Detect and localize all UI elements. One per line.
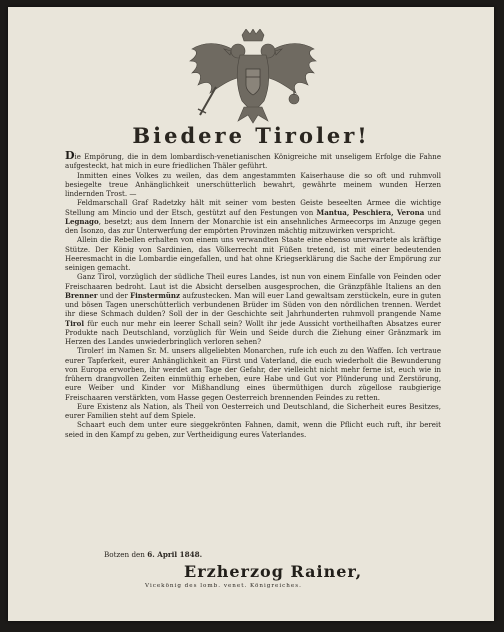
paragraph-3-text-c: , besetzt; aus dem Innern der Monarchie ist ein ansehnliches Armeecorps im Anzuge gegen den Isonzo, das zur Unterwerfung der empörten Provinzen mächtig mitzuwirken verspricht. xyxy=(65,216,441,235)
dateline-place: Botzen den xyxy=(104,550,148,559)
paragraph-3-text-b: und xyxy=(424,207,441,217)
signature-title: Vicekönig des lomb. venet. Königreiches. xyxy=(145,583,302,589)
paragraph-8: Schaart euch dem unter eure sieggekrönten Fahnen, damit, wenn die Pflicht euch ruft, ihr bereit seied in den Kampf zu geben, zur Vertheidigung eures Vaterlandes. xyxy=(65,420,441,439)
paragraph-3-text-a: Feldmarschall Graf Radetzky hält mit seiner vom besten Geiste beseelten Armee die wichtige Stellung am Mincio und der Etsch, gestützt auf den Festungen von xyxy=(65,198,441,217)
paragraph-2: Inmitten eines Volkes zu weilen, das dem angestammten Kaiserhause die so oft und ruhmvoll besiegelte treue Anhänglichkeit unerschütterlich bewahrt, gewährte meinem wunden Herzen lindernden Trost. — xyxy=(65,170,441,198)
paragraph-5-text-c: aufzustecken. Man will euer Land gewaltsam zerstückeln, eure in guten und bösen Tagen unerschütterlich verbundenen Brüder im Süden von den nördlichen trennen. Werdet ihr diese Schmach dulden? Soll der in der Geschichte seit Jahrhunderten ruhmvoll prangende Name xyxy=(65,290,442,319)
legnago-emphasis: Legnago xyxy=(65,216,99,226)
paragraph-1 xyxy=(65,151,441,171)
proclamation-sheet xyxy=(8,7,494,621)
paragraph-5-text-b: und der xyxy=(97,290,131,300)
tirol-emphasis: Tirol xyxy=(65,318,85,328)
brenner-emphasis: Brenner xyxy=(65,290,98,300)
paragraph-6: Tiroler! im Namen Sr. M. unsers allgeliebten Monarchen, rufe ich euch zu den Waffen. Ich vertraue eurer Tapferkeit, eurer Anhänglichkeit an Fürst und Vaterland, die euch wiederholt die Bewunderung von Europa erworben, ihr werdet am Tage der Gefahr, der vielleicht nicht mehr ferne ist, euch wie in frühern drangvollen Zeiten einmüthig erheben, eure Habe und Gut vor Plünderung und Zerstörung, eure Weiber und Kinder vor Mißhandlung eines übermüthigen durch zügellose raubgierige Freischaaren verstärkten, vom Hasse gegen Oesterreich brennenden Feindes zu retten. xyxy=(65,346,441,402)
double-headed-eagle-icon xyxy=(186,29,320,125)
fortresses-emphasis: Mantua, Peschiera, Verona xyxy=(316,207,425,217)
paragraph-5-text-d: für euch nur mehr ein leerer Schall sein? Wollt ihr jede Aussicht vortheilhaften Absatzes eurer Produkte nach Deutschland, vorzüglich für Wein und Seide durch die Ziehung einer Gränzmark im Herzen des Landes unwiederbringlich verloren sehen? xyxy=(65,318,441,346)
paragraph-5-text-a: Ganz Tirol, vorzüglich der südliche Theil eures Landes, ist nun von einem Einfalle von Feinden oder Freischaaren bedroht. Laut ist die Absicht derselben ausgesprochen, die Gränzpfähle Italiens an den xyxy=(65,272,441,291)
signature: Erzherzog Rainer, xyxy=(184,562,363,581)
paragraph-7: Eure Existenz als Nation, als Theil von Oesterreich und Deutschland, die Sicherheit eures Besitzes, eurer Familien steht auf dem Spiele. xyxy=(65,401,441,420)
finstermuenz-emphasis: Finstermünz xyxy=(130,290,181,300)
dateline-date: 6. April 1848. xyxy=(147,550,203,559)
drop-cap: D xyxy=(65,149,75,162)
dateline xyxy=(104,550,202,559)
paragraph-4: Allein die Rebellen erhalten von einem uns verwandten Staate eine ebenso unerwartete als kräftige Stütze. Der König von Sardinien, das Völkerrecht mit Füßen tretend, ist mit einer bedeutenden Heeresmacht in die Lombardie eingefallen, und hat ohne Kriegserklärung die Sache der Empörung zur seinigen gemacht. xyxy=(65,235,441,272)
proclamation-body xyxy=(65,151,441,439)
paragraph-5 xyxy=(65,272,441,346)
paragraph-3 xyxy=(65,198,441,235)
paragraph-1-text: ie Empörung, die in dem lombardisch-venetianischen Königreiche mit unseligem Erfolge die Fahne aufgesteckt, hat mich in eure friedlichen Thäler geführt. xyxy=(65,152,441,171)
proclamation-title: Biedere Tiroler! xyxy=(132,123,370,148)
